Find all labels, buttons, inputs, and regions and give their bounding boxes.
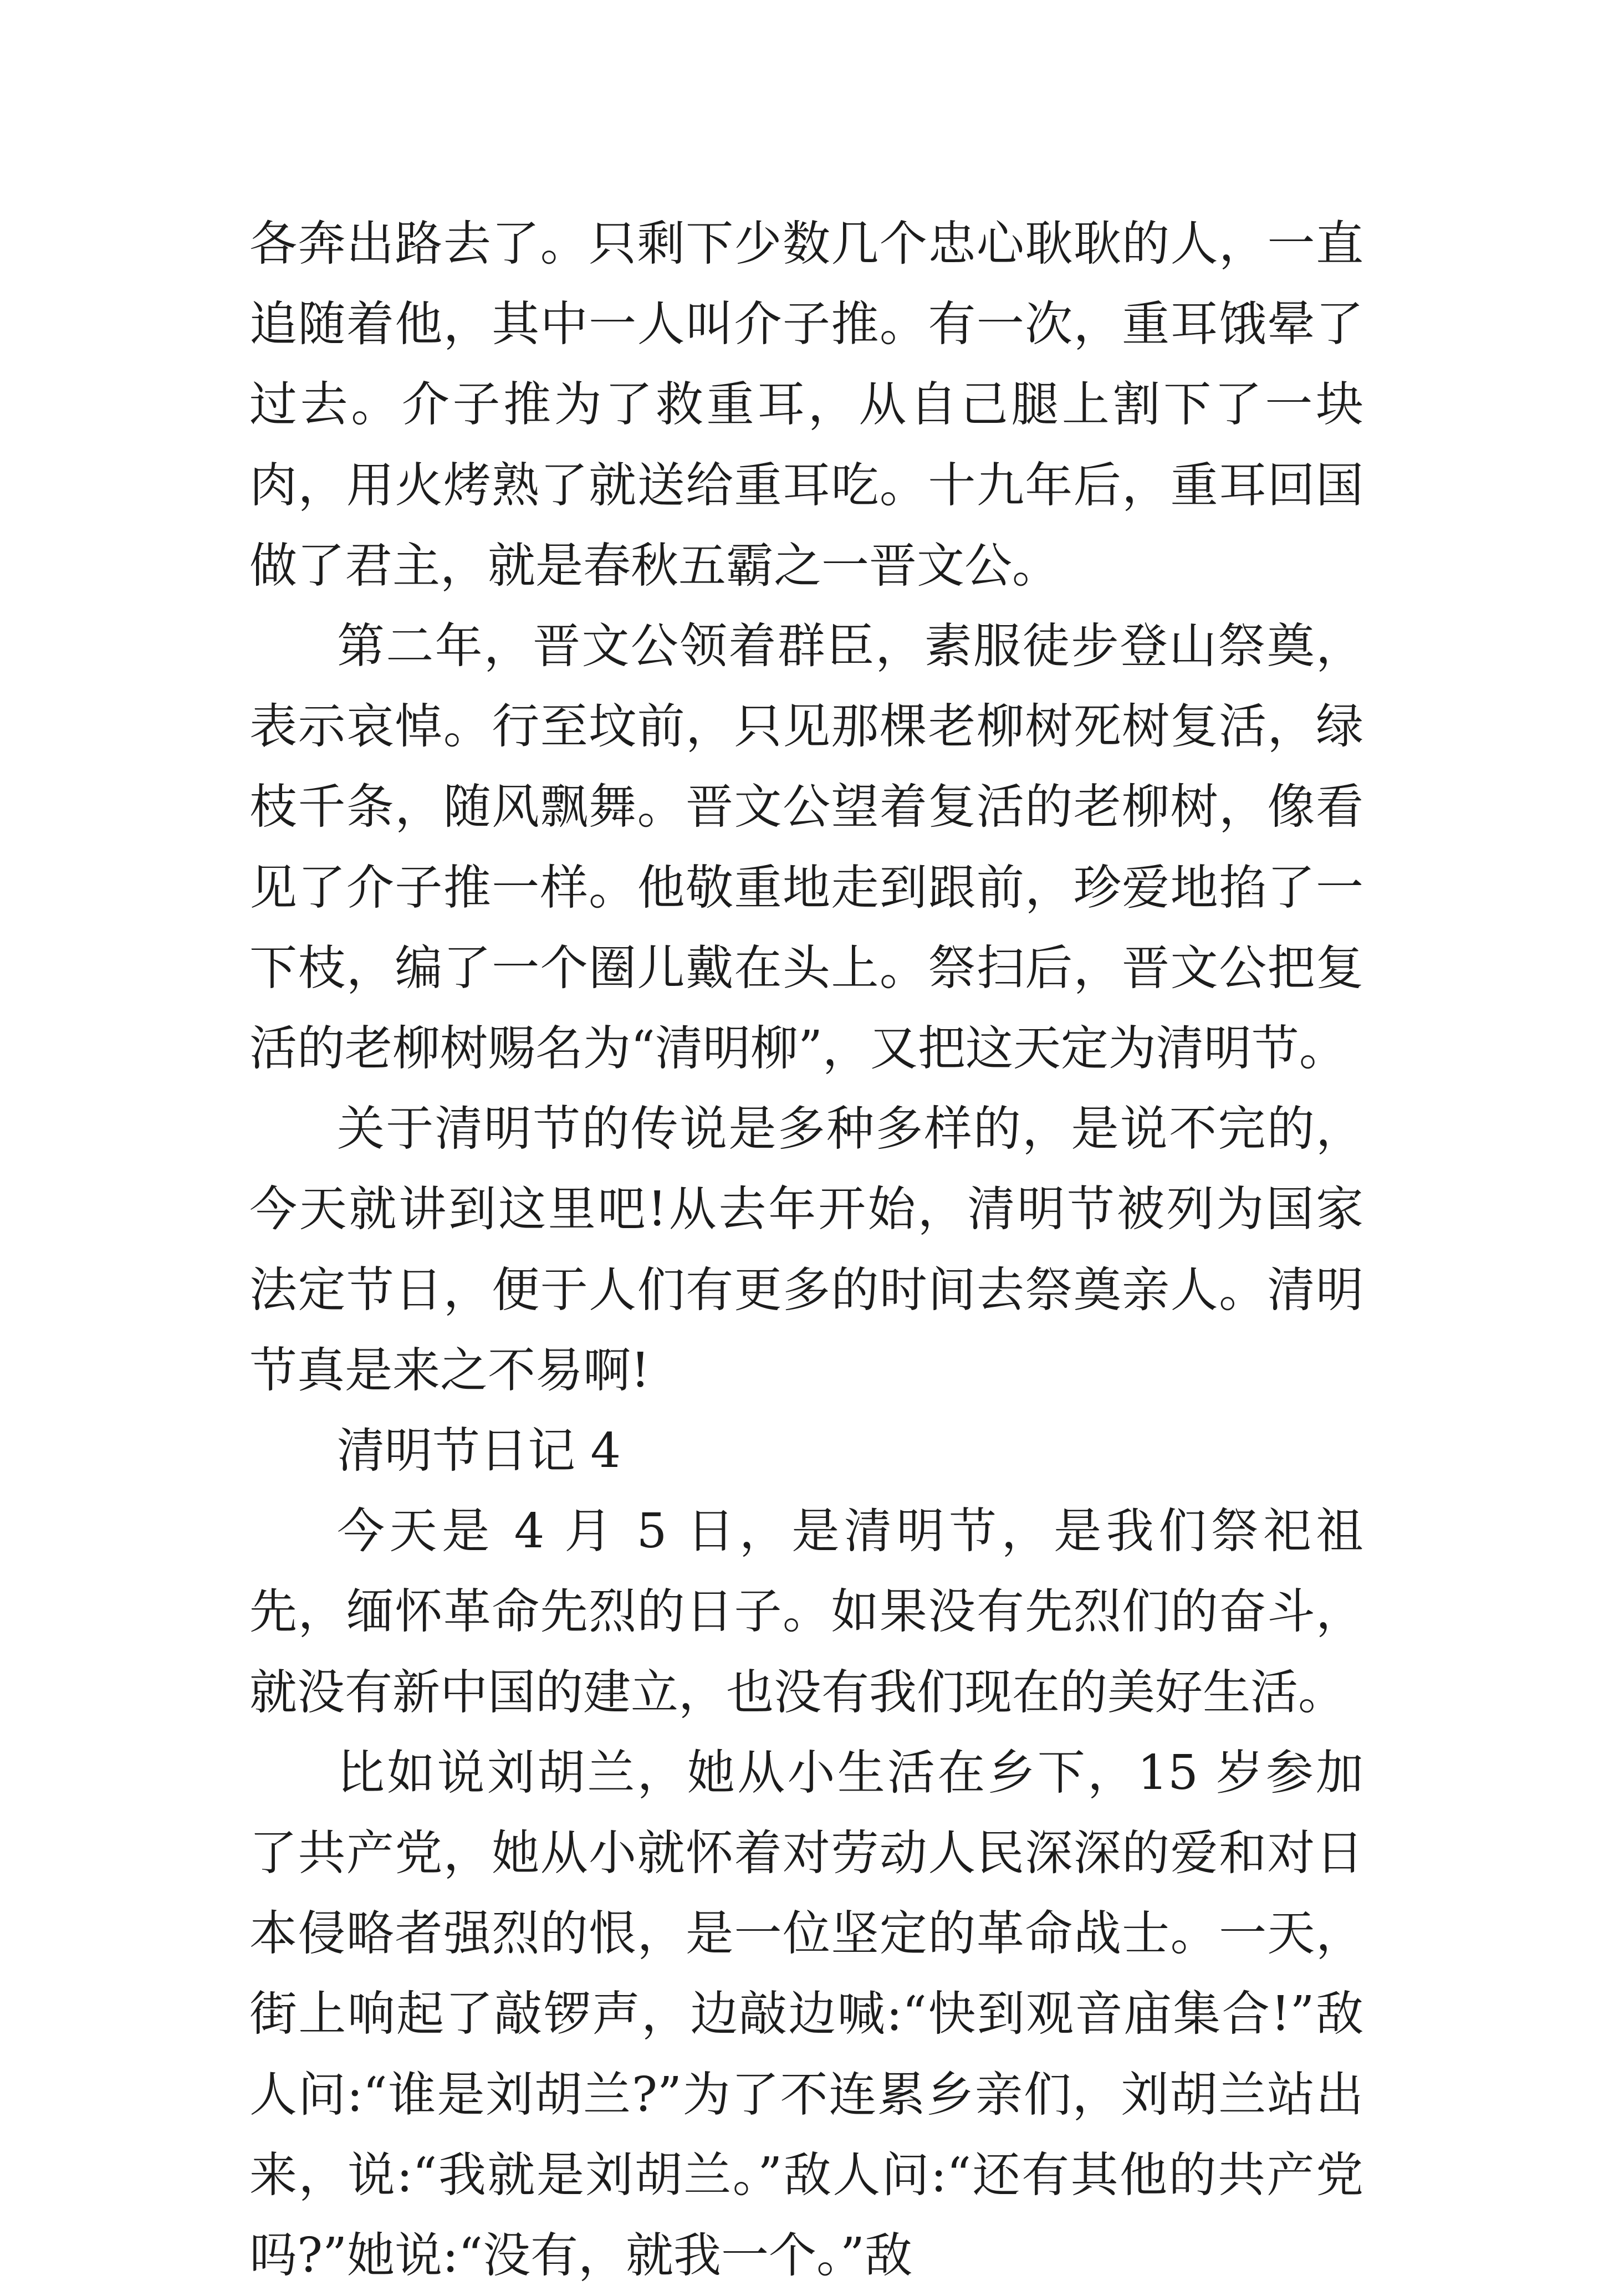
diary-heading: 清明节日记 4 [337,1423,621,1479]
paragraph-continuation: 各奔出路去了。只剩下少数几个忠心耿耿的人，一直追随着他，其中一人叫介子推。有一次，重耳饿晕了过去。介子推为了救重耳，从自己腿上割下了一块肉，用火烤熟了就送给重耳吃。十九年后，重耳回国做了君主，就是春秋五霸之一晋文公。 [249,216,1363,594]
paragraph-qingming-date: 今天是 4 月 5 日，是清明节，是我们祭祀祖先，缅怀革命先烈的日子。如果没有先烈们的奋斗，就没有新中国的建立，也没有我们现在的美好生活。 [249,1504,1363,1720]
body-text [249,204,1363,2296]
paragraph-legend-conclusion: 关于清明节的传说是多种多样的，是说不完的，今天就讲到这里吧!从去年开始，清明节被列为国家法定节日，便于人们有更多的时间去祭奠亲人。清明节真是来之不易啊! [249,1101,1363,1398]
paragraph-jin-wen-gong: 第二年，晋文公领着群臣，素服徒步登山祭奠，表示哀悼。行至坟前，只见那棵老柳树死树复活，绿枝千条，随风飘舞。晋文公望着复活的老柳树，像看见了介子推一样。他敬重地走到跟前，珍爱地掐了一下枝，编了一个圈儿戴在头上。祭扫后，晋文公把复活的老柳树赐名为“清明柳”，又把这天定为清明节。 [249,618,1363,1077]
paragraph-liu-hulan: 比如说刘胡兰，她从小生活在乡下，15 岁参加了共产党，她从小就怀着对劳动人民深深的爱和对日本侵略者强烈的恨，是一位坚定的革命战士。一天，街上响起了敲锣声，边敲边喊:“快到观音庙集合!”敌人问:“谁是刘胡兰?”为了不连累乡亲们，刘胡兰站出来，说:“我就是刘胡兰。”敌人问:“还有其他的共产党吗?”她说:“没有，就我一个。”敌 [249,1745,1363,2284]
